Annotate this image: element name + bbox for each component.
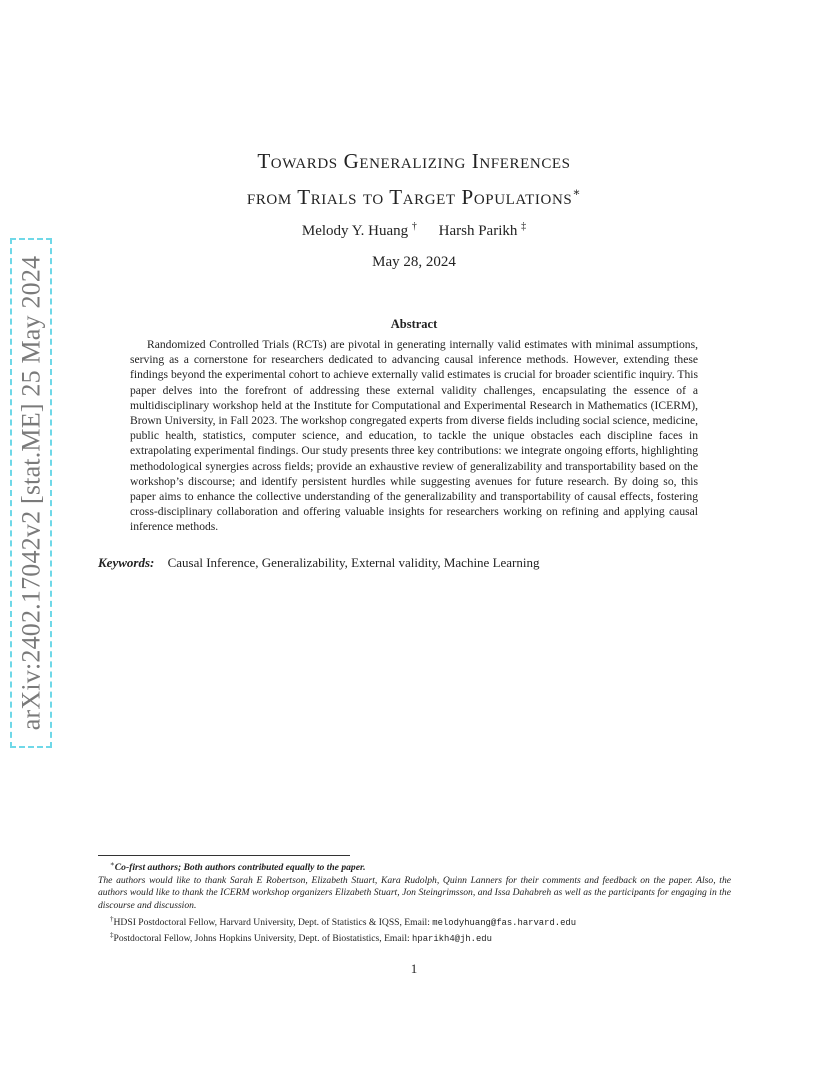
footnote-huang bbox=[98, 913, 731, 930]
keywords-label: Keywords: bbox=[98, 555, 155, 570]
footnote-acknowledgment: The authors would like to thank Sarah E Robertson, Elizabeth Stuart, Kara Rudolph, Quinn Lanners for their comments and feedback on the paper. Also, the authors would like to thank the ICERM workshop organizers Elizabeth Stuart, Jon Steingrimsson, and Issa Dahabreh as well as the participants for engaging in the discourse and discussion. bbox=[98, 874, 731, 911]
title-line-2 bbox=[0, 177, 828, 213]
author-huang-name: Melody Y. Huang bbox=[301, 223, 409, 239]
paper-title bbox=[0, 146, 828, 213]
footnote-rule bbox=[98, 855, 350, 856]
footnote-cofirst-text: Co-first authors; Both authors contributed equally to the paper. bbox=[114, 862, 366, 874]
author-huang-mark: † bbox=[411, 221, 417, 232]
author-parikh-mark: ‡ bbox=[521, 221, 527, 232]
footnote-cofirst-mark: ∗ bbox=[110, 860, 115, 868]
footnote-parikh bbox=[98, 929, 731, 946]
footnote-parikh-affiliation: Postdoctoral Fellow, Johns Hopkins University, Dept. of Biostatistics, Email: bbox=[113, 933, 413, 945]
abstract-heading: Abstract bbox=[390, 317, 438, 331]
author-parikh-name: Harsh Parikh bbox=[438, 223, 518, 239]
author-list bbox=[0, 221, 828, 240]
footnotes bbox=[98, 858, 731, 946]
keywords-line bbox=[98, 555, 540, 571]
footnote-parikh-mark: ‡ bbox=[110, 931, 114, 940]
footnote-huang-affiliation: HDSI Postdoctoral Fellow, Harvard University, Dept. of Statistics & IQSS, Email: bbox=[113, 916, 433, 928]
author-parikh bbox=[439, 223, 527, 239]
title-line-2-text: from Trials to Target Populations bbox=[246, 185, 573, 209]
footnote-huang-mark: † bbox=[110, 914, 114, 923]
footnote-cofirst bbox=[98, 858, 731, 875]
parikh-email-link[interactable]: hparikh4@jh.edu bbox=[412, 934, 492, 945]
title-footnote-mark: ∗ bbox=[572, 185, 582, 199]
title-line-1: Towards Generalizing Inferences bbox=[257, 149, 571, 173]
huang-email-link[interactable]: melodyhuang@fas.harvard.edu bbox=[432, 917, 577, 928]
page-number: 1 bbox=[410, 961, 418, 976]
arxiv-identifier-text: arXiv:2402.17042v2 [stat.ME] 25 May 2024 bbox=[16, 255, 46, 731]
keywords-text: Causal Inference, Generalizability, External validity, Machine Learning bbox=[167, 555, 540, 570]
abstract-body: Randomized Controlled Trials (RCTs) are pivotal in generating internally valid estimates with minimal assumptions, serving as a cornerstone for researchers dedicated to advancing causal inference methods. However, extending these findings beyond the experimental cohort to achieve externally valid estimates is crucial for broader scientific inquiry. This paper delves into the forefront of addressing these external validity challenges, encapsulating the essence of a multidisciplinary workshop held at the Institute for Computational and Experimental Research in Mathematics (ICERM), Brown University, in Fall 2023. The workshop congregated experts from diverse fields including social science, medicine, public health, statistics, computer science, and education, to tackle the unique obstacles each discipline faces in extrapolating experimental findings. Our study presents three key contributions: we integrate ongoing efforts, highlighting methodological synergies across fields; provide an exhaustive review of generalizability and transportability based on the workshop’s discourse; and identify persistent hurdles while suggesting avenues for future research. By doing so, this paper aims to enhance the collective understanding of the generalizability and transportability of causal effects, fostering cross-disciplinary collaboration and offering valuable insights for researchers working on refining and applying causal inference methods. bbox=[130, 338, 698, 534]
paper-date: May 28, 2024 bbox=[372, 254, 456, 270]
arxiv-identifier-stamp bbox=[10, 238, 52, 748]
author-huang bbox=[302, 223, 417, 239]
